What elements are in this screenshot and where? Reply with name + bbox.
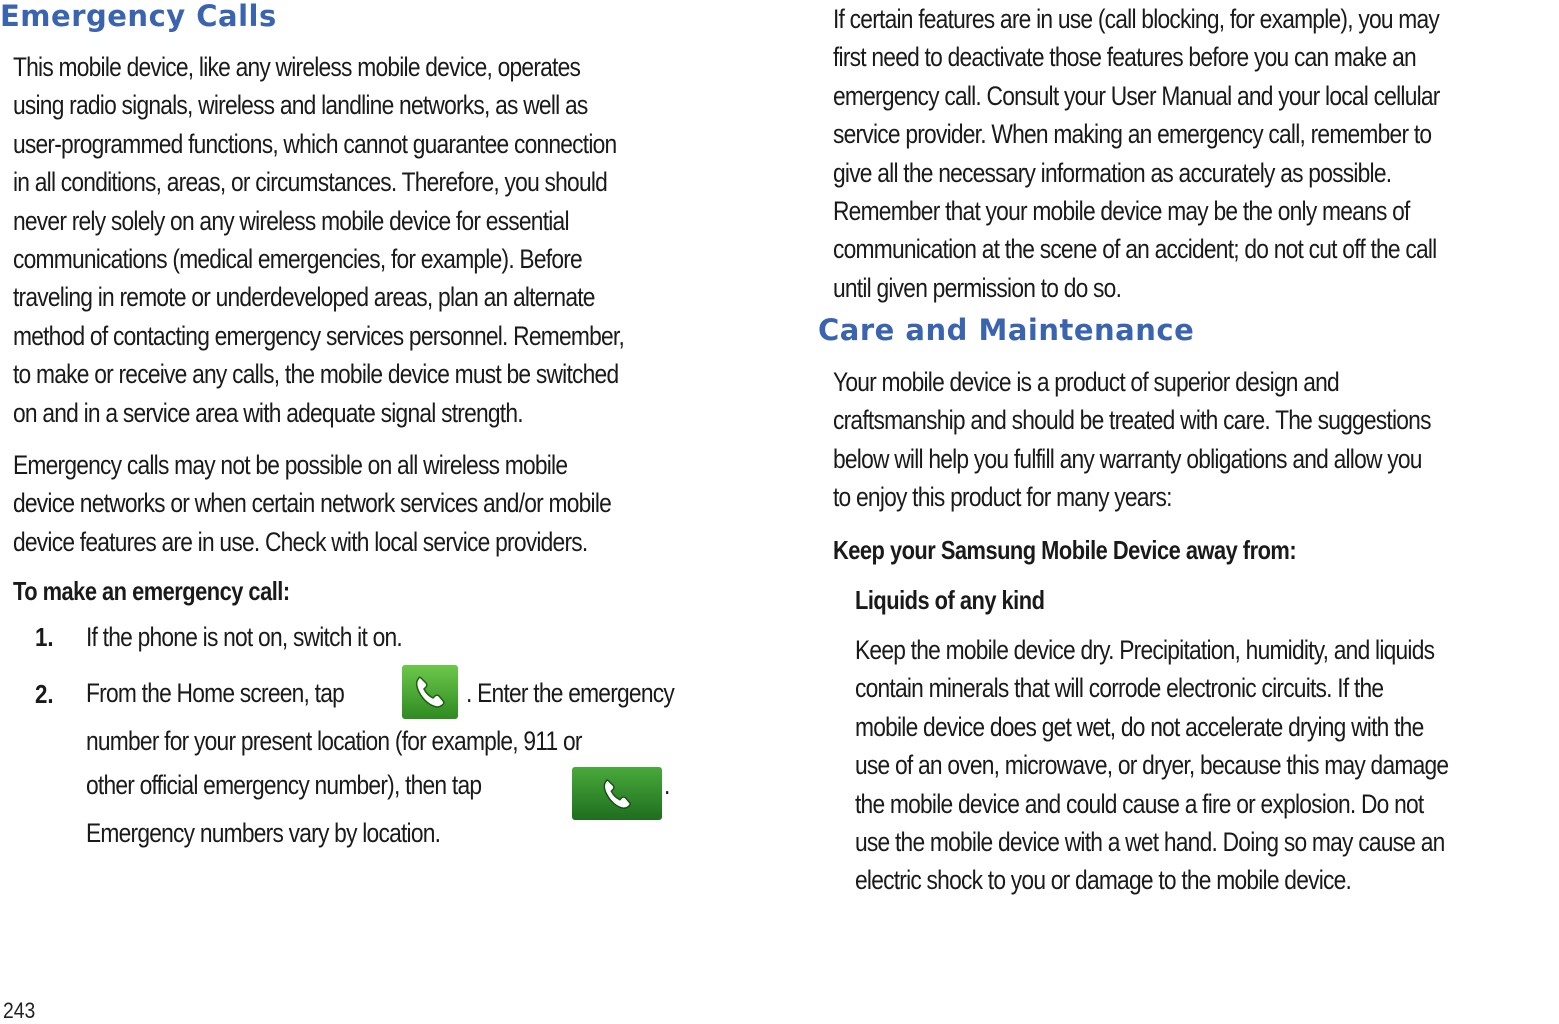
text-line: to make or receive any calls, the mobile device must be switched: [13, 359, 619, 390]
text-line: never rely solely on any wireless mobile device for essential: [13, 205, 569, 236]
phone-handset-icon: [598, 775, 636, 813]
step-number: 1.: [35, 622, 54, 652]
text-line: communication at the scene of an accident; do not cut off the call: [833, 234, 1437, 265]
text-line: This mobile device, like any wireless mobile device, operates: [13, 52, 581, 82]
step-text: .: [664, 770, 670, 800]
text-line: emergency call. Consult your User Manual and your local cellular: [833, 80, 1440, 111]
step-number: 2.: [35, 679, 54, 709]
text-line: Remember that your mobile device may be the only means of: [833, 196, 1410, 227]
text-line: Emergency calls may not be possible on all wireless mobile: [13, 450, 568, 480]
text-line: to enjoy this product for many years:: [833, 482, 1172, 513]
text-line: the mobile device and could cause a fire or explosion. Do not: [855, 788, 1424, 819]
text-line: traveling in remote or underdeveloped areas, plan an alternate: [13, 282, 595, 313]
text-line: use of an oven, microwave, or dryer, because this may damage: [855, 750, 1449, 781]
step-text: Emergency numbers vary by location.: [86, 818, 441, 848]
step-text: . Enter the emergency: [466, 678, 674, 708]
text-line: until given permission to do so.: [833, 272, 1122, 303]
step-text: From the Home screen, tap: [86, 678, 345, 708]
step-text: number for your present location (for example, 911 or: [86, 726, 582, 756]
section-title-care-maintenance: Care and Maintenance: [818, 313, 1195, 347]
text-line: user-programmed functions, which cannot guarantee connection: [13, 128, 617, 159]
step-text: If the phone is not on, switch it on.: [86, 622, 402, 652]
intro-paragraph: [13, 48, 624, 432]
text-line: communications (medical emergencies, for example). Before: [13, 244, 582, 275]
howto-heading: To make an emergency call:: [13, 576, 290, 606]
text-line: If certain features are in use (call blocking, for example), you may: [833, 4, 1440, 34]
section-title-emergency-calls: Emergency Calls: [0, 0, 277, 33]
text-line: craftsmanship and should be treated with care. The suggestions: [833, 405, 1431, 436]
text-line: use the mobile device with a wet hand. Doing so may cause an: [855, 827, 1445, 858]
text-line: in all conditions, areas, or circumstances. Therefore, you should: [13, 167, 608, 198]
text-line: device networks or when certain network services and/or mobile: [13, 488, 612, 519]
liquids-heading: Liquids of any kind: [855, 585, 1045, 615]
features-paragraph: [833, 0, 1440, 307]
phone-handset-icon: [410, 672, 450, 712]
page-number: 243: [3, 998, 36, 1023]
text-line: mobile device does get wet, do not accelerate drying with the: [855, 711, 1424, 742]
text-line: using radio signals, wireless and landline networks, as well as: [13, 90, 588, 121]
text-line: below will help you fulfill any warranty obligations and allow you: [833, 443, 1422, 474]
text-line: method of contacting emergency services personnel. Remember,: [13, 320, 625, 351]
liquids-paragraph: [855, 631, 1448, 900]
text-line: contain minerals that will corrode electronic circuits. If the: [855, 673, 1384, 704]
care-paragraph: [833, 363, 1431, 517]
step-text: other official emergency number), then tap: [86, 770, 482, 800]
phone-app-icon: [402, 665, 458, 719]
text-line: electric shock to you or damage to the mobile device.: [855, 865, 1352, 896]
keep-away-heading: Keep your Samsung Mobile Device away from:: [833, 535, 1297, 565]
text-line: on and in a service area with adequate signal strength.: [13, 397, 523, 428]
text-line: Your mobile device is a product of superior design and: [833, 367, 1339, 397]
text-line: service provider. When making an emergency call, remember to: [833, 119, 1432, 150]
text-line: give all the necessary information as accurately as possible.: [833, 157, 1392, 188]
availability-paragraph: [13, 446, 611, 561]
text-line: device features are in use. Check with local service providers.: [13, 526, 588, 557]
text-line: Keep the mobile device dry. Precipitation, humidity, and liquids: [855, 635, 1435, 665]
text-line: first need to deactivate those features before you can make an: [833, 42, 1416, 73]
call-button-icon: [572, 767, 662, 820]
